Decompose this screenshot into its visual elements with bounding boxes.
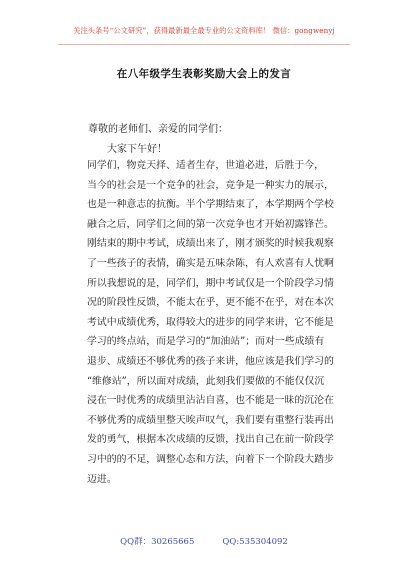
speech-body — [87, 156, 337, 489]
footer-qq: QQ:535304092 — [222, 537, 288, 547]
body-line: 融合之后，同学们之间的第一次竞争也才开始初露锋芒。 — [87, 218, 334, 230]
body-line: 了一些孩子的表情，确实是五味杂陈，有人欢喜有人忧啊 — [87, 257, 334, 269]
body-line: 迈进。 — [87, 473, 117, 485]
body-line: 发的勇气，根据本次成绩的反馈，找出自己在前一阶段学 — [87, 434, 334, 446]
body-line: 学习的终点站，而是学习的“加油站”；而对一些成绩有 — [87, 336, 325, 348]
salutation: 尊敬的老师们、亲爱的同学们： — [88, 124, 228, 135]
footer-qq-group: QQ群：30265665 — [120, 537, 195, 547]
body-line: 也是一种意志的抗衡。半个学期结束了，本学期两个学校 — [87, 199, 334, 211]
header-banner: 关注头条号“公文研究”，获得最新最全最专业的公文资料库！ 微信：gongwenyj — [73, 26, 335, 35]
document-title: 在八年级学生表彰奖励大会上的发言 — [116, 68, 292, 80]
footer-contacts — [0, 535, 408, 547]
body-line: 浸在一时优秀的成绩里沾沾自喜，也不能是一昧的沉沦在 — [87, 395, 334, 407]
body-line: 所以我想说的是，同学们，期中考试仅是一个阶段学习情 — [87, 277, 334, 289]
body-line: “维修站”，所以面对成绩，此刻我们要做的不能仅仅沉 — [87, 375, 325, 387]
body-line: 况的阶段性反馈，不能太在乎，更不能不在乎，对在本次 — [87, 297, 334, 309]
body-line: 考试中成绩优秀，取得较大的进步的同学来讲，它不能是 — [87, 316, 334, 328]
body-line: 退步、成绩还不够优秀的孩子来讲，他应该是我们学习的 — [87, 355, 334, 367]
body-line: 当今的社会是一个竞争的社会，竞争是一种实力的展示， — [87, 179, 334, 191]
header-divider — [58, 44, 350, 45]
body-line: 同学们，物竞天择、适者生存，世道必进，后胜于今， — [87, 160, 325, 171]
greeting: 大家下午好！ — [107, 144, 167, 155]
body-line: 习中的的不足，调整心态和方法，向着下一个阶段大踏步 — [87, 453, 334, 465]
body-line: 刚结束的期中考试，成绩出来了，刚才颁奖的时候我观察 — [87, 238, 334, 250]
body-line: 不够优秀的成绩里整天唉声叹气，我们要有重整行装再出 — [87, 414, 334, 426]
